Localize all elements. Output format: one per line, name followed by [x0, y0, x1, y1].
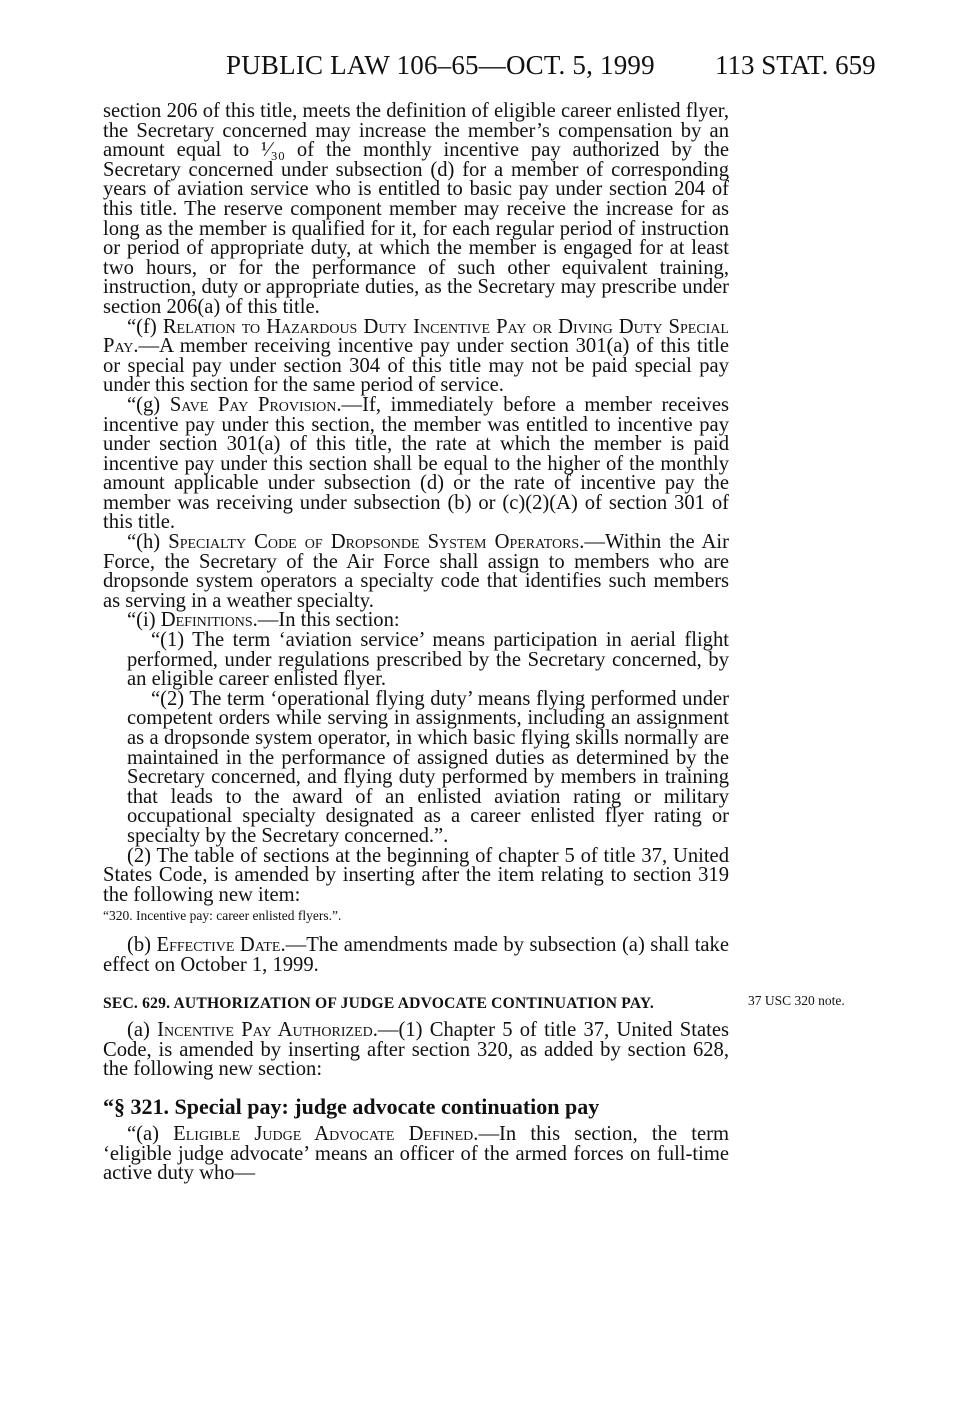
section-321-a-text: —In this section, the term ‘eligible judge advocate’ means an officer of the armed forces on full-time active duty who—: [103, 1122, 729, 1185]
definition-2: “(2) The term ‘operational flying duty’ means flying performed under competent orders while serving in assignments, including an assignment as a dropsonde system operator, in which basic flying skills normally are maintained in the performance of assigned duties as determined by the Secretary concerned, and flying duty performed by members in training that leads to the award of an enlisted aviation rating or military occupational specialty designated as a career enlisted flyer rating or specialty by the Secretary concerned.”.: [127, 687, 729, 847]
section-321-a-open: “(a): [127, 1122, 174, 1145]
section-321-a-heading: Eligible Judge Advocate Defined.: [173, 1122, 479, 1145]
subsection-f: [103, 315, 729, 397]
section-title: “§ 321. Special pay: judge advocate continuation pay: [103, 1093, 600, 1119]
subsection-a-heading: Incentive Pay Authorized.: [157, 1019, 378, 1042]
subsection-f-heading: Relation to Hazardous Duty Incentive Pay or Diving Duty Special Pay.: [103, 315, 729, 358]
page-header: [0, 50, 957, 86]
subsection-b: [103, 936, 729, 975]
subsection-g-text: —If, immediately before a member receives incentive pay under this section, the member was entitled to incentive pay under section 301(a) of this title, the rate at which the member is paid incentive pay under this section shall be equal to the higher of the monthly amount applicable under subsection (d) or the rate of incentive pay the member was receiving under subsection (b) or (c)(2)(A) of section 301 of this title.: [103, 393, 729, 534]
subsection-g-heading: Save Pay Provision.: [169, 393, 342, 416]
running-head: PUBLIC LAW 106–65—OCT. 5, 1999: [226, 50, 655, 80]
subsection-h-text: —Within the Air Force, the Secretary of the Air Force shall assign to members who are dropsonde system operators a specialty code that identifies such members as serving in a weather specialty.: [103, 531, 729, 612]
paragraph-continuation: section 206 of this title, meets the definition of eligible career enlisted flyer, the Secretary concerned may increase the member’s compensation by an amount equal to ¹⁄₃₀ of the monthly incentive pay authorized by the Secretary concerned under subsection (d) for a member of corresponding years of aviation service who is entitled to basic pay under section 204 of this title. The reserve component member may receive the increase for as long as the member is qualified for it, for each regular period of instruction or period of appropriate duty, at which the member is engaged for at least two hours, or for the performance of such other equivalent training, instruction, duty or appropriate duties, as the Secretary may prescribe under section 206(a) of this title.: [103, 100, 729, 318]
definition-1: “(1) The term ‘aviation service’ means participation in aerial flight performed, under regulations prescribed by the Secretary concerned, by an eligible career enlisted flyer.: [127, 629, 729, 691]
paragraph-2: (2) The table of sections at the beginning of chapter 5 of title 37, United States Code, is amended by inserting after the item relating to section 319 the following new item:: [103, 844, 729, 906]
body-text: [103, 102, 729, 1184]
subsection-b-open: (b): [127, 934, 157, 957]
subsection-g-open: “(g): [127, 393, 170, 416]
margin-note: 37 USC 320 note.: [748, 993, 845, 1008]
table-item: “320. Incentive pay: career enlisted flyers.”.: [103, 908, 342, 924]
page-number: 113 STAT. 659: [715, 50, 876, 80]
subsection-h-open: “(h): [127, 531, 169, 554]
subsection-a: [103, 1021, 729, 1080]
subsection-a-text: —(1) Chapter 5 of title 37, United States Code, is amended by inserting after section 320, as added by section 628, the following new section:: [103, 1019, 729, 1081]
subsection-b-text: —The amendments made by subsection (a) shall take effect on October 1, 1999.: [103, 934, 729, 976]
subsection-b-heading: Effective Date.: [156, 934, 286, 957]
section-321-subsection-a: [103, 1122, 729, 1185]
subsection-h: [103, 533, 729, 611]
subsection-f-text: —A member receiving incentive pay under section 301(a) of this title or special pay under section 304 of this title may not be paid special pay under this section for the same period of service.: [103, 335, 729, 397]
section-heading: SEC. 629. AUTHORIZATION OF JUDGE ADVOCATE CONTINUATION PAY.: [103, 994, 654, 1012]
subsection-i-heading: Definitions.: [160, 609, 258, 632]
subsection-i-open: “(i): [127, 609, 161, 632]
subsection-g: [103, 393, 729, 534]
subsection-i-text: —In this section:: [257, 609, 400, 632]
subsection-f-open: “(f): [127, 315, 163, 338]
subsection-h-heading: Specialty Code of Dropsonde System Operators.: [168, 531, 585, 554]
subsection-a-open: (a): [127, 1019, 158, 1042]
